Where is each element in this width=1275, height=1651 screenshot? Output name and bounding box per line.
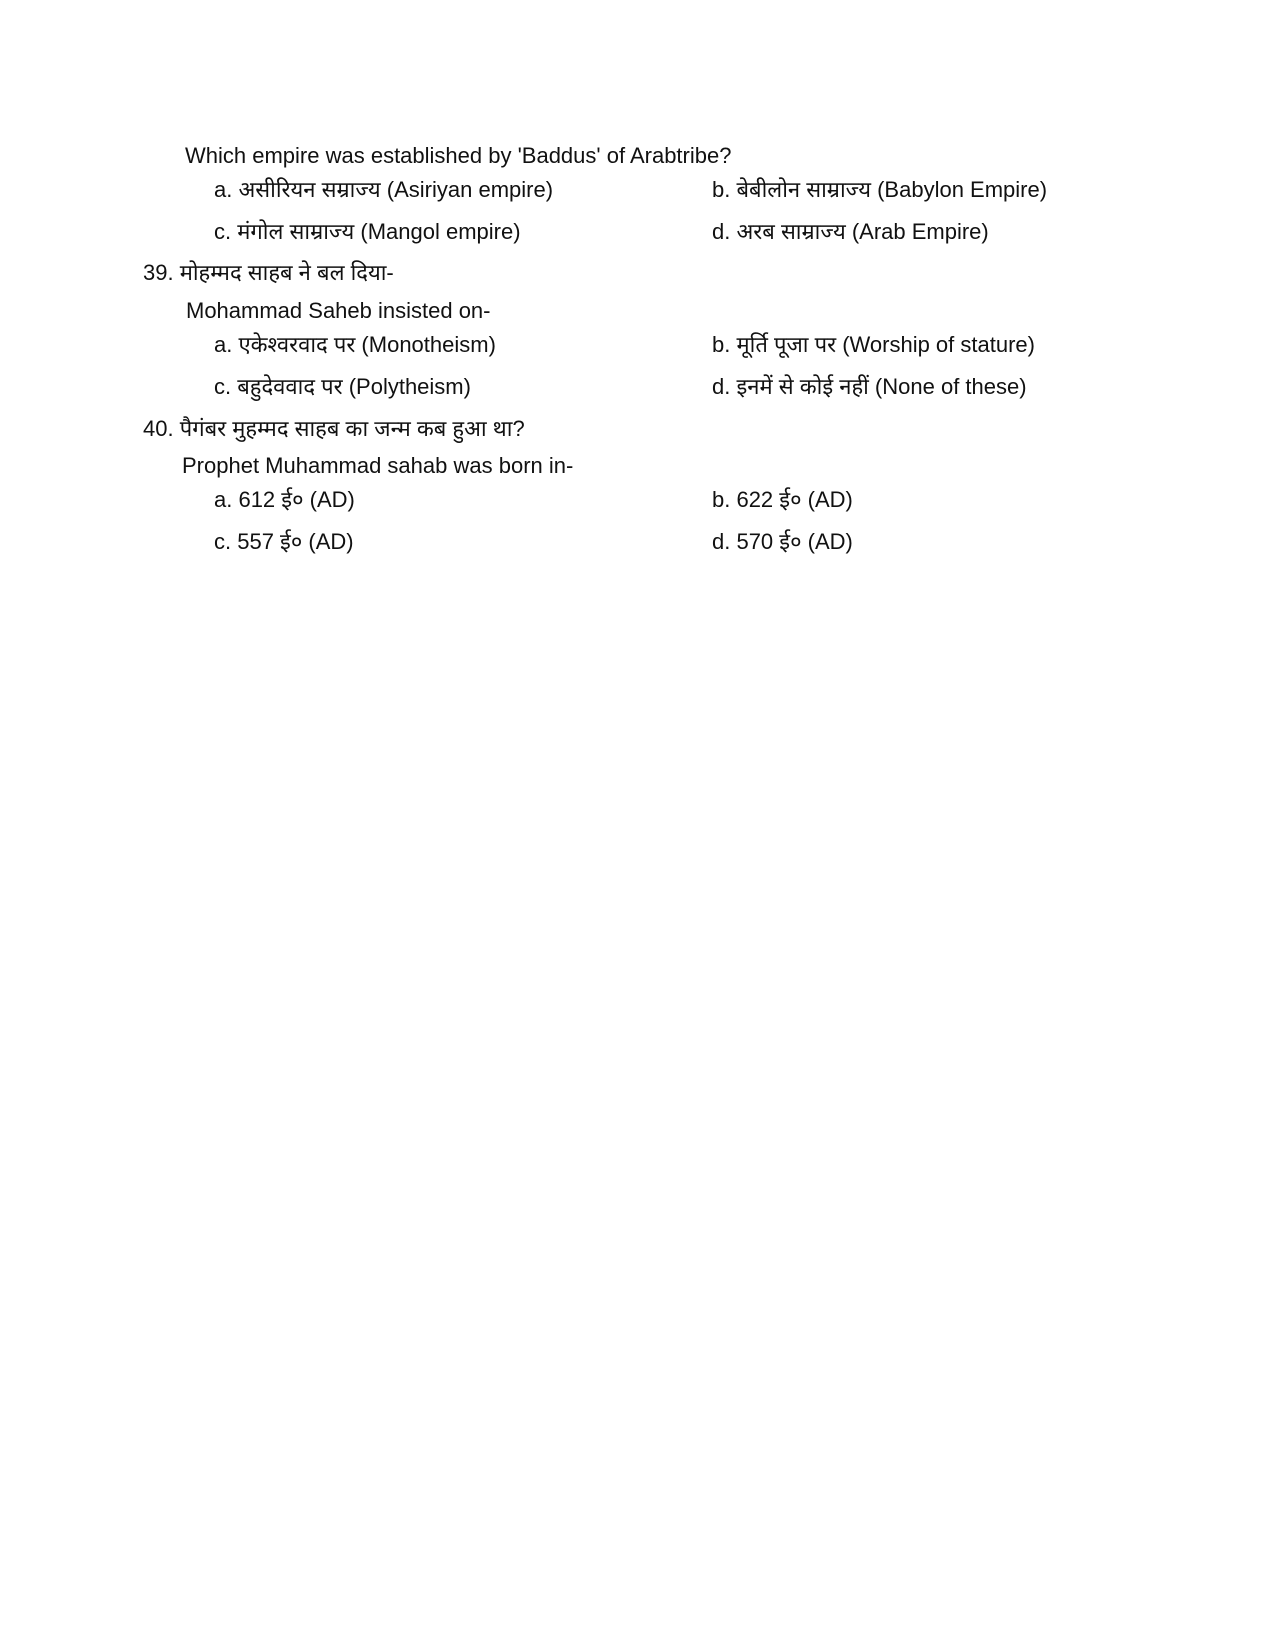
q39-option-a: a. एकेश्वरवाद पर (Monotheism) [214, 332, 496, 357]
q40-english-text: Prophet Muhammad sahab was born in- [182, 453, 574, 478]
q38-option-c: c. मंगोल साम्राज्य (Mangol empire) [214, 219, 521, 244]
q38-option-b: b. बेबीलोन साम्राज्य (Babylon Empire) [712, 177, 1048, 202]
q38-english-text: Which empire was established by 'Baddus' of Arabtribe? [185, 143, 732, 168]
q39-option-c: c. बहुदेववाद पर (Polytheism) [214, 374, 471, 399]
q39-hindi-text: 39. मोहम्मद साहब ने बल दिया- [143, 260, 394, 285]
q38-option-a: a. असीरियन सम्राज्य (Asiriyan empire) [214, 177, 554, 202]
q40-option-d: d. 570 ई० (AD) [712, 529, 853, 554]
q39-english-text: Mohammad Saheb insisted on- [186, 298, 491, 323]
q39-option-b: b. मूर्ति पूजा पर (Worship of stature) [712, 332, 1035, 357]
q38-option-d: d. अरब साम्राज्य (Arab Empire) [712, 219, 989, 244]
q40-option-b: b. 622 ई० (AD) [712, 487, 853, 512]
q40-option-a: a. 612 ई० (AD) [214, 487, 355, 512]
q39-option-d: d. इनमें से कोई नहीं (None of these) [712, 374, 1027, 399]
q40-hindi-text: 40. पैगंबर मुहम्मद साहब का जन्म कब हुआ था? [143, 416, 525, 441]
q40-option-c: c. 557 ई० (AD) [214, 529, 354, 554]
